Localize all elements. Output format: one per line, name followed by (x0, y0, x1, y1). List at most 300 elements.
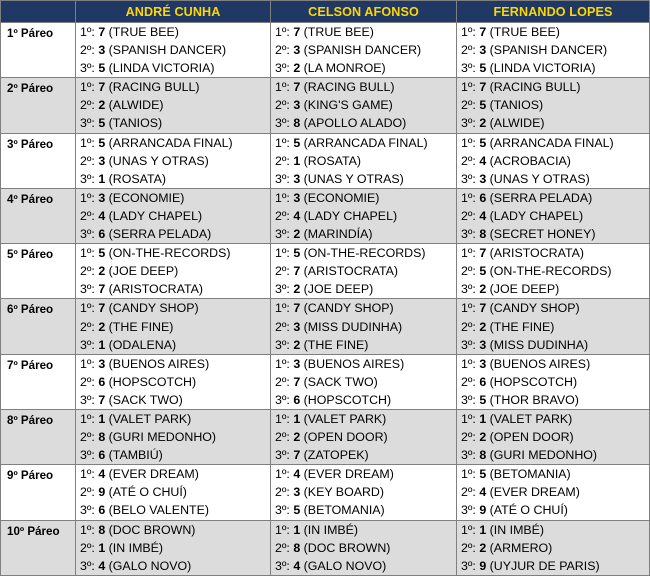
pick-position: 2º: (461, 98, 476, 113)
tipster-picks-cell (76, 78, 271, 133)
pick-position: 2º: (461, 319, 476, 334)
tipster-picks-cell (76, 409, 271, 464)
pick-line (275, 189, 456, 207)
pick-horse-number: 1 (98, 411, 106, 426)
pick-position: 2º: (461, 485, 476, 500)
pick-line (80, 170, 270, 188)
pick-horse-number: 1 (293, 153, 301, 168)
pick-horse-name: (VALET PARK) (303, 411, 387, 426)
race-row (1, 354, 650, 409)
pick-line (275, 280, 456, 298)
pick-position: 1º: (275, 301, 290, 316)
pick-position: 1º: (80, 356, 95, 371)
pick-position: 1º: (80, 80, 95, 95)
pick-position: 3º: (461, 171, 476, 186)
pick-position: 2º: (275, 153, 290, 168)
tipster-picks-cell (271, 78, 457, 133)
pick-horse-name: (CANDY SHOP) (108, 301, 199, 316)
pick-line (275, 373, 456, 391)
pick-position: 3º: (80, 282, 95, 297)
pick-line (80, 521, 270, 539)
pick-position: 3º: (461, 116, 476, 131)
pick-horse-number: 4 (293, 558, 301, 573)
pick-line (80, 373, 270, 391)
pick-horse-number: 5 (98, 116, 106, 131)
pick-position: 3º: (275, 558, 290, 573)
pick-horse-number: 3 (293, 190, 301, 205)
pick-line (275, 557, 456, 575)
pick-line (461, 539, 649, 557)
pick-horse-number: 6 (98, 227, 106, 242)
pick-line (275, 134, 456, 152)
pick-position: 2º: (461, 374, 476, 389)
pick-horse-number: 7 (293, 301, 301, 316)
pick-line (275, 170, 456, 188)
pick-horse-name: (ATÉ O CHUÍ) (489, 503, 568, 518)
pick-horse-number: 9 (479, 558, 487, 573)
pick-horse-number: 6 (479, 374, 487, 389)
pick-horse-number: 8 (98, 522, 106, 537)
tipster-picks-cell (76, 188, 271, 243)
pick-horse-name: (SACK TWO) (108, 392, 183, 407)
pick-horse-name: (EVER DREAM) (108, 467, 199, 482)
pick-horse-number: 5 (479, 264, 487, 279)
pick-horse-name: (LADY CHAPEL) (108, 208, 203, 223)
pick-horse-number: 6 (479, 190, 487, 205)
pick-horse-name: (ODALENA) (108, 337, 177, 352)
pick-horse-name: (IN IMBÉ) (489, 522, 545, 537)
pick-line (461, 355, 649, 373)
pick-horse-name: (UNAS Y OTRAS) (303, 171, 404, 186)
pick-horse-name: (ALWIDE) (108, 98, 164, 113)
pick-line (461, 207, 649, 225)
pick-line (80, 96, 270, 114)
header-fernando-lopes: FERNANDO LOPES (457, 1, 650, 23)
pick-horse-number: 6 (293, 392, 301, 407)
pick-horse-name: (THE FINE) (489, 319, 555, 334)
pick-horse-number: 2 (293, 337, 301, 352)
pick-horse-name: (ECONOMIE) (303, 190, 380, 205)
pick-line (80, 23, 270, 41)
pick-line (461, 465, 649, 483)
pick-horse-name: (THE FINE) (303, 337, 369, 352)
pick-horse-name: (JOE DEEP) (108, 264, 179, 279)
tipster-picks-cell (457, 78, 650, 133)
pick-line (80, 355, 270, 373)
pick-line (80, 41, 270, 59)
tipster-picks-cell (76, 244, 271, 299)
pick-horse-number: 2 (98, 264, 106, 279)
pick-position: 3º: (461, 227, 476, 242)
pick-horse-name: (DOC BROWN) (303, 540, 391, 555)
pick-horse-name: (HOPSCOTCH) (303, 392, 392, 407)
pick-horse-number: 5 (293, 503, 301, 518)
pick-horse-number: 7 (98, 282, 106, 297)
pick-horse-name: (GALO NOVO) (303, 558, 387, 573)
pick-line (80, 78, 270, 96)
tipster-picks-cell (271, 354, 457, 409)
pick-line (80, 391, 270, 409)
pick-horse-number: 2 (98, 319, 106, 334)
pick-horse-number: 4 (293, 208, 301, 223)
race-label: 5º Páreo (1, 244, 76, 299)
pick-horse-number: 2 (98, 98, 106, 113)
pick-position: 2º: (275, 485, 290, 500)
pick-position: 3º: (80, 116, 95, 131)
pick-position: 1º: (275, 411, 290, 426)
pick-position: 3º: (461, 61, 476, 76)
pick-horse-number: 7 (98, 392, 106, 407)
pick-position: 2º: (275, 319, 290, 334)
pick-position: 2º: (461, 430, 476, 445)
header-corner-cell (1, 1, 76, 23)
pick-horse-number: 5 (479, 467, 487, 482)
pick-horse-name: (EVER DREAM) (489, 485, 580, 500)
pick-horse-name: (LINDA VICTORIA) (108, 61, 215, 76)
pick-horse-name: (SPANISH DANCER) (489, 43, 608, 58)
pick-line (80, 189, 270, 207)
pick-horse-name: (LA MONROE) (303, 61, 386, 76)
pick-position: 2º: (80, 98, 95, 113)
pick-horse-number: 3 (479, 43, 487, 58)
pick-position: 1º: (80, 522, 95, 537)
pick-position: 2º: (461, 153, 476, 168)
pick-horse-number: 5 (98, 246, 106, 261)
pick-horse-number: 3 (479, 337, 487, 352)
pick-position: 1º: (275, 356, 290, 371)
pick-horse-name: (MISS DUDINHA) (303, 319, 403, 334)
pick-horse-number: 4 (479, 485, 487, 500)
pick-horse-name: (ALWIDE) (489, 116, 545, 131)
pick-horse-name: (SECRET HONEY) (489, 227, 596, 242)
pick-horse-name: (THOR BRAVO) (489, 392, 579, 407)
pick-position: 1º: (275, 190, 290, 205)
race-label: 10º Páreo (1, 520, 76, 575)
pick-line (80, 225, 270, 243)
pick-horse-number: 7 (479, 25, 487, 39)
pick-horse-name: (KING'S GAME) (303, 98, 393, 113)
pick-position: 1º: (461, 246, 476, 261)
pick-position: 1º: (461, 411, 476, 426)
pick-horse-number: 7 (293, 448, 301, 463)
pick-horse-number: 1 (479, 411, 487, 426)
pick-line (461, 262, 649, 280)
race-label: 9º Páreo (1, 465, 76, 520)
pick-position: 1º: (80, 411, 95, 426)
pick-horse-name: (VALET PARK) (489, 411, 573, 426)
pick-horse-number: 8 (479, 448, 487, 463)
pick-horse-number: 3 (293, 319, 301, 334)
pick-position: 3º: (80, 448, 95, 463)
pick-horse-number: 4 (98, 467, 106, 482)
pick-line (80, 446, 270, 464)
pick-position: 1º: (275, 522, 290, 537)
pick-horse-number: 3 (293, 356, 301, 371)
pick-position: 3º: (461, 337, 476, 352)
pick-position: 2º: (275, 98, 290, 113)
pick-position: 3º: (275, 171, 290, 186)
pick-line (275, 336, 456, 354)
race-label: 2º Páreo (1, 78, 76, 133)
pick-line (461, 521, 649, 539)
pick-horse-number: 3 (479, 171, 487, 186)
pick-line (275, 410, 456, 428)
pick-horse-name: (UYJUR DE PARIS) (489, 558, 600, 573)
pick-horse-number: 7 (98, 80, 106, 95)
header-andre-cunha: ANDRÉ CUNHA (76, 1, 271, 23)
tipster-picks-cell (76, 133, 271, 188)
pick-line (275, 59, 456, 77)
pick-position: 1º: (275, 80, 290, 95)
pick-position: 2º: (80, 153, 95, 168)
pick-horse-name: (GURI MEDONHO) (489, 448, 598, 463)
pick-line (80, 134, 270, 152)
pick-horse-name: (ARRANCADA FINAL) (303, 135, 428, 150)
pick-line (275, 465, 456, 483)
pick-position: 1º: (461, 467, 476, 482)
pick-horse-name: (BELO VALENTE) (108, 503, 209, 518)
tipster-picks-cell (457, 520, 650, 575)
pick-position: 1º: (461, 301, 476, 316)
pick-horse-number: 8 (293, 540, 301, 555)
race-row (1, 23, 650, 78)
pick-horse-name: (VALET PARK) (108, 411, 192, 426)
pick-line (461, 225, 649, 243)
pick-horse-number: 7 (293, 80, 301, 95)
pick-position: 2º: (461, 43, 476, 58)
tipster-picks-cell (271, 299, 457, 354)
pick-position: 3º: (80, 337, 95, 352)
pick-horse-name: (OPEN DOOR) (489, 430, 574, 445)
pick-line (80, 557, 270, 575)
pick-position: 1º: (461, 80, 476, 95)
pick-horse-name: (LADY CHAPEL) (489, 208, 584, 223)
pick-horse-name: (THE FINE) (108, 319, 174, 334)
pick-horse-number: 4 (479, 208, 487, 223)
pick-position: 1º: (275, 25, 290, 39)
pick-horse-number: 2 (479, 116, 487, 131)
pick-horse-name: (ARISTOCRATA) (303, 264, 398, 279)
pick-horse-name: (BUENOS AIRES) (303, 356, 405, 371)
tipster-picks-cell (457, 244, 650, 299)
pick-line (461, 114, 649, 132)
race-label: 6º Páreo (1, 299, 76, 354)
pick-horse-number: 5 (293, 135, 301, 150)
pick-horse-number: 2 (479, 282, 487, 297)
pick-line (275, 539, 456, 557)
pick-position: 3º: (80, 558, 95, 573)
pick-horse-number: 5 (293, 246, 301, 261)
pick-line (275, 78, 456, 96)
tipster-picks-cell (457, 23, 650, 78)
pick-line (461, 78, 649, 96)
pick-line (275, 41, 456, 59)
pick-position: 1º: (275, 467, 290, 482)
pick-line (461, 280, 649, 298)
pick-horse-number: 3 (479, 356, 487, 371)
pick-line (275, 152, 456, 170)
pick-horse-name: (HOPSCOTCH) (489, 374, 578, 389)
pick-horse-number: 8 (293, 116, 301, 131)
pick-line (461, 299, 649, 317)
pick-position: 1º: (461, 25, 476, 39)
pick-position: 3º: (80, 503, 95, 518)
pick-line (461, 373, 649, 391)
pick-line (275, 23, 456, 41)
pick-line (461, 318, 649, 336)
pick-position: 1º: (80, 135, 95, 150)
pick-line (461, 170, 649, 188)
pick-horse-number: 1 (98, 540, 106, 555)
pick-horse-name: (UNAS Y OTRAS) (108, 153, 209, 168)
pick-position: 1º: (461, 356, 476, 371)
pick-position: 3º: (275, 116, 290, 131)
tipster-picks-cell (271, 409, 457, 464)
pick-line (461, 483, 649, 501)
header-row (1, 1, 650, 23)
pick-position: 2º: (275, 43, 290, 58)
pick-position: 3º: (461, 282, 476, 297)
pick-position: 1º: (275, 135, 290, 150)
pick-horse-name: (ARISTOCRATA) (489, 246, 584, 261)
pick-horse-number: 6 (98, 374, 106, 389)
tipster-picks-cell (271, 188, 457, 243)
pick-horse-number: 4 (479, 153, 487, 168)
pick-horse-number: 7 (479, 80, 487, 95)
tipster-picks-cell (271, 244, 457, 299)
pick-line (80, 336, 270, 354)
tipster-picks-cell (457, 299, 650, 354)
pick-horse-name: (TRUE BEE) (489, 25, 560, 39)
pick-line (275, 262, 456, 280)
pick-horse-number: 2 (293, 282, 301, 297)
pick-horse-name: (CANDY SHOP) (303, 301, 394, 316)
pick-horse-number: 8 (98, 430, 106, 445)
pick-horse-name: (SACK TWO) (303, 374, 378, 389)
pick-position: 3º: (275, 392, 290, 407)
pick-position: 2º: (80, 430, 95, 445)
pick-horse-number: 5 (479, 98, 487, 113)
pick-horse-name: (MARINDÍA) (303, 227, 373, 242)
pick-line (275, 225, 456, 243)
pick-line (80, 428, 270, 446)
pick-horse-name: (ZATOPEK) (303, 448, 369, 463)
pick-horse-name: (ARRANCADA FINAL) (489, 135, 614, 150)
pick-position: 2º: (275, 374, 290, 389)
pick-line (275, 96, 456, 114)
pick-line (275, 391, 456, 409)
pick-horse-number: 8 (479, 227, 487, 242)
pick-position: 3º: (461, 503, 476, 518)
pick-position: 2º: (461, 208, 476, 223)
race-row (1, 188, 650, 243)
pick-horse-number: 5 (98, 61, 106, 76)
tipster-picks-cell (76, 23, 271, 78)
pick-horse-name: (BETOMANIA) (303, 503, 385, 518)
pick-line (275, 428, 456, 446)
pick-position: 2º: (80, 319, 95, 334)
pick-horse-number: 4 (293, 467, 301, 482)
pick-horse-name: (SERRA PELADA) (489, 190, 593, 205)
tipster-picks-cell (76, 354, 271, 409)
pick-position: 2º: (80, 540, 95, 555)
pick-line (461, 446, 649, 464)
race-label: 3º Páreo (1, 133, 76, 188)
pick-horse-name: (ROSATA) (108, 171, 167, 186)
race-row (1, 520, 650, 575)
pick-position: 3º: (461, 558, 476, 573)
pick-horse-name: (TRUE BEE) (303, 25, 374, 39)
pick-horse-number: 3 (293, 485, 301, 500)
race-label: 1º Páreo (1, 23, 76, 78)
pick-line (461, 244, 649, 262)
pick-horse-name: (JOE DEEP) (489, 282, 560, 297)
pick-horse-number: 7 (479, 246, 487, 261)
pick-horse-number: 7 (293, 25, 301, 39)
pick-horse-name: (ARMERO) (489, 540, 553, 555)
pick-horse-number: 3 (293, 171, 301, 186)
race-row (1, 299, 650, 354)
pick-horse-name: (ARRANCADA FINAL) (108, 135, 233, 150)
pick-line (275, 446, 456, 464)
pick-line (461, 428, 649, 446)
pick-line (461, 557, 649, 575)
pick-horse-number: 3 (98, 356, 106, 371)
pick-line (80, 59, 270, 77)
pick-horse-number: 7 (479, 301, 487, 316)
pick-horse-number: 9 (479, 503, 487, 518)
pick-line (80, 483, 270, 501)
pick-line (80, 501, 270, 519)
pick-horse-name: (CANDY SHOP) (489, 301, 580, 316)
pick-position: 3º: (80, 171, 95, 186)
pick-horse-name: (TAMBIÚ) (108, 448, 163, 463)
pick-horse-name: (APOLLO ALADO) (303, 116, 407, 131)
pick-position: 3º: (275, 227, 290, 242)
pick-position: 2º: (80, 208, 95, 223)
pick-line (461, 336, 649, 354)
pick-position: 3º: (80, 61, 95, 76)
tipster-picks-cell (457, 465, 650, 520)
pick-line (461, 23, 649, 41)
race-label: 8º Páreo (1, 409, 76, 464)
pick-horse-name: (BUENOS AIRES) (489, 356, 591, 371)
pick-horse-name: (SPANISH DANCER) (303, 43, 422, 58)
race-row (1, 78, 650, 133)
pick-horse-name: (UNAS Y OTRAS) (489, 171, 590, 186)
pick-line (80, 207, 270, 225)
pick-horse-number: 6 (98, 448, 106, 463)
pick-horse-number: 9 (98, 485, 106, 500)
pick-line (461, 41, 649, 59)
pick-line (80, 280, 270, 298)
pick-horse-name: (IN IMBÉ) (108, 540, 164, 555)
pick-line (80, 244, 270, 262)
pick-position: 1º: (80, 246, 95, 261)
tipster-picks-cell (457, 133, 650, 188)
pick-line (275, 318, 456, 336)
pick-horse-number: 5 (479, 135, 487, 150)
pick-horse-name: (OPEN DOOR) (303, 430, 388, 445)
pick-line (80, 465, 270, 483)
pick-line (80, 262, 270, 280)
pick-line (461, 501, 649, 519)
pick-position: 1º: (275, 246, 290, 261)
race-row (1, 465, 650, 520)
tipster-picks-cell (457, 354, 650, 409)
pick-position: 3º: (275, 337, 290, 352)
pick-line (80, 410, 270, 428)
